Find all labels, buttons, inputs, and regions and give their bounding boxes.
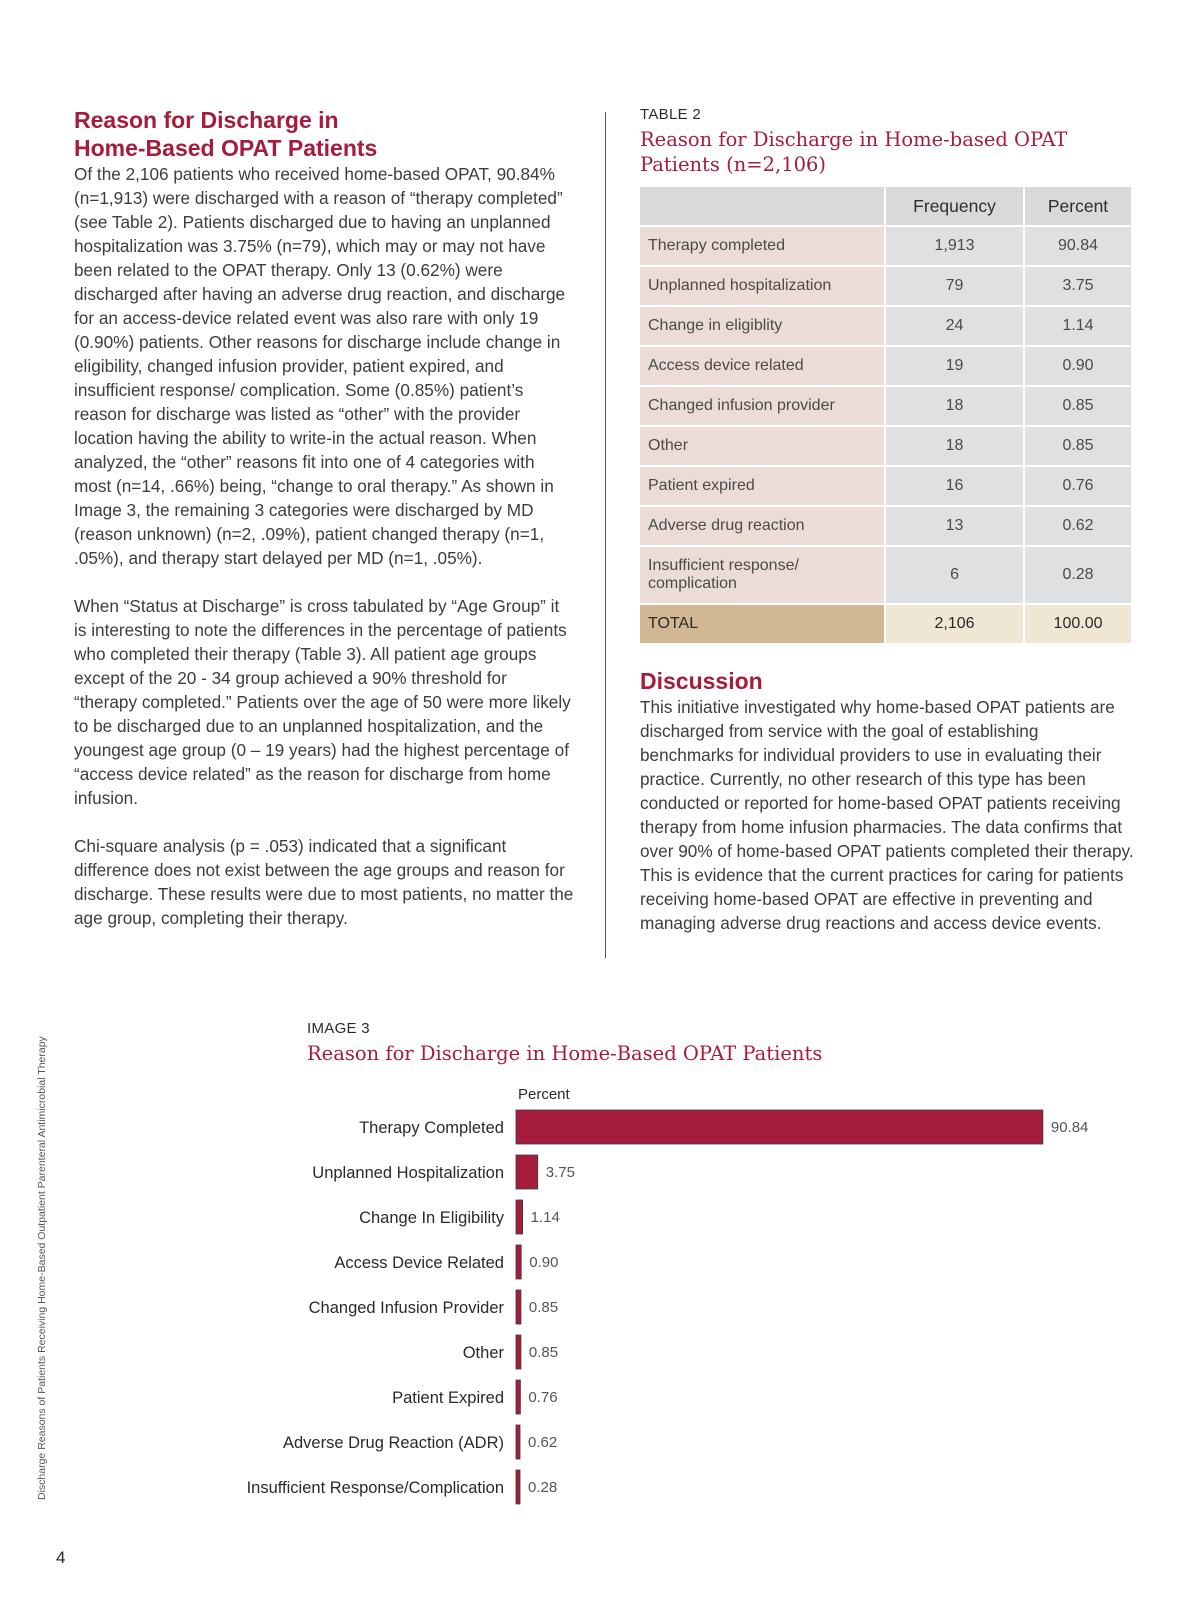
- bar: [516, 1200, 523, 1234]
- row-percent: 90.84: [1025, 227, 1131, 265]
- paragraph-chi-square: Chi-square analysis (p = .053) indicated that a significant difference does not exist between the age groups and reason for discharge. These results were due to most patients, no matter the age group, completing their therapy.: [74, 836, 574, 928]
- chart-axis-label: Percent: [518, 1086, 570, 1103]
- bar: [516, 1470, 520, 1504]
- row-percent: 0.85: [1025, 387, 1131, 425]
- image-label: IMAGE 3: [307, 1020, 370, 1037]
- bar-value-label: 1.14: [530, 1209, 560, 1226]
- row-label: Unplanned hospitalization: [640, 267, 884, 305]
- row-frequency: 19: [886, 347, 1023, 385]
- row-percent: 3.75: [1025, 267, 1131, 305]
- table-label: TABLE 2: [640, 106, 702, 123]
- bar-category-label: Therapy Completed: [359, 1119, 504, 1137]
- bar-value-label: 0.85: [528, 1299, 559, 1316]
- row-percent: 0.76: [1025, 467, 1131, 505]
- row-frequency: 79: [886, 267, 1023, 305]
- row-label: Other: [640, 427, 884, 465]
- bar-value-label: 90.84: [1050, 1119, 1089, 1136]
- discussion-heading: Discussion: [640, 668, 763, 694]
- row-frequency: 16: [886, 467, 1023, 505]
- row-percent: 0.90: [1025, 347, 1131, 385]
- bar-category-label: Adverse Drug Reaction (ADR): [283, 1434, 504, 1452]
- bar-value-label: 0.90: [529, 1254, 559, 1271]
- row-percent: 0.85: [1025, 427, 1131, 465]
- bar: [516, 1155, 538, 1189]
- row-frequency: 6: [886, 547, 1023, 603]
- bar: [516, 1380, 520, 1414]
- bar: [516, 1245, 521, 1279]
- bar: [516, 1290, 521, 1324]
- paragraph-age-group: When “Status at Discharge” is cross tabulated by “Age Group” it is interesting to note the differences in the percentage of patients who completed their therapy (Table 3). All patient age groups except of the 20 - 34 group achieved a 90% threshold for “therapy completed.” Patients over the age of 50 were more likely to be discharged due to an unplanned hospitalization, and the youngest age group (0 – 19 years) had the highest percentage of “access device related” as the reason for discharge from home infusion.: [74, 596, 571, 808]
- row-label: Changed infusion provider: [640, 387, 884, 425]
- bar-category-label: Change In Eligibility: [359, 1209, 504, 1227]
- row-label: Change in eligiblity: [640, 307, 884, 345]
- row-label: Patient expired: [640, 467, 884, 505]
- row-label: Access device related: [640, 347, 884, 385]
- bar: [516, 1425, 520, 1459]
- row-label: Adverse drug reaction: [640, 507, 884, 545]
- bar-value-label: 0.76: [528, 1389, 558, 1406]
- row-frequency: 13: [886, 507, 1023, 545]
- row-label: Therapy completed: [640, 227, 884, 265]
- bar-category-label: Changed Infusion Provider: [308, 1299, 504, 1317]
- bar-value-label: 0.62: [528, 1434, 558, 1451]
- discussion-text: This initiative investigated why home-based OPAT patients are discharged from service with the goal of establishing benchmarks for individual providers to use in evaluating their practice. Currently, no other research of this type has been conducted or reported for home-based OPAT patients receiving therapy from home infusion pharmacies. The data confirms that over 90% of home-based OPAT patients completed their therapy. This is evidence that the current practices for caring for patients receiving home-based OPAT are effective in preventing and managing adverse drug reactions and access device events.: [640, 697, 1134, 933]
- total-percent: 100.00: [1025, 605, 1131, 643]
- bar-category-label: Access Device Related: [334, 1254, 504, 1272]
- bar: [516, 1335, 521, 1369]
- row-frequency: 1,913: [886, 227, 1023, 265]
- page-number: 4: [56, 1548, 66, 1567]
- bar: [516, 1110, 1043, 1144]
- heading-line-2: Home-Based OPAT Patients: [74, 135, 378, 161]
- bar-category-label: Insufficient Response/Complication: [246, 1479, 504, 1497]
- row-frequency: 24: [886, 307, 1023, 345]
- row-percent: 0.62: [1025, 507, 1131, 545]
- heading-line-1: Reason for Discharge in: [74, 107, 339, 133]
- header-percent: Percent: [1025, 187, 1131, 225]
- paragraph-results: Of the 2,106 patients who received home-based OPAT, 90.84% (n=1,913) were discharged with a reason of “therapy completed” (see Table 2). Patients discharged due to having an unplanned hospitalization was 3.75% (n=79), which may or may not have been related to the OPAT therapy. Only 13 (0.62%) were discharged after having an adverse drug reaction, and discharge for an access-device related event was also rare with only 19 (0.90%) patients. Other reasons for discharge include change in eligibility, changed infusion provider, patient expired, and insufficient response/ complication. Some (0.85%) patient’s reason for discharge was listed as “other” with the provider location having the ability to write-in the actual reason. When analyzed, the “other” reasons fit into one of 4 categories with most (n=14, .66%) being, “change to oral therapy.” As shown in Image 3, the remaining 3 categories were discharged by MD (reason unknown) (n=2, .09%), patient changed therapy (n=1, .05%), and therapy start delayed per MD (n=1, .05%).: [74, 164, 566, 568]
- row-percent: 1.14: [1025, 307, 1131, 345]
- bar-category-label: Other: [462, 1344, 504, 1362]
- header-frequency: Frequency: [886, 187, 1023, 225]
- total-label: TOTAL: [640, 605, 884, 643]
- bar-value-label: 3.75: [545, 1164, 575, 1181]
- chart-title: Reason for Discharge in Home-Based OPAT Patients: [307, 1042, 823, 1065]
- bar-category-label: Patient Expired: [392, 1389, 504, 1407]
- row-frequency: 18: [886, 427, 1023, 465]
- row-frequency: 18: [886, 387, 1023, 425]
- row-percent: 0.28: [1025, 547, 1131, 603]
- side-running-title: Discharge Reasons of Patients Receiving Home-Based Outpatient Parenteral Antimicrobial Therapy: [36, 1036, 48, 1500]
- bar-value-label: 0.28: [528, 1479, 558, 1496]
- table-title: Reason for Discharge in Home-based OPAT Patients (n=2,106): [640, 128, 1068, 176]
- row-label: Insufficient response/ complication: [640, 547, 884, 603]
- bar-value-label: 0.85: [528, 1344, 559, 1361]
- bar-category-label: Unplanned Hospitalization: [312, 1164, 504, 1182]
- total-frequency: 2,106: [886, 605, 1023, 643]
